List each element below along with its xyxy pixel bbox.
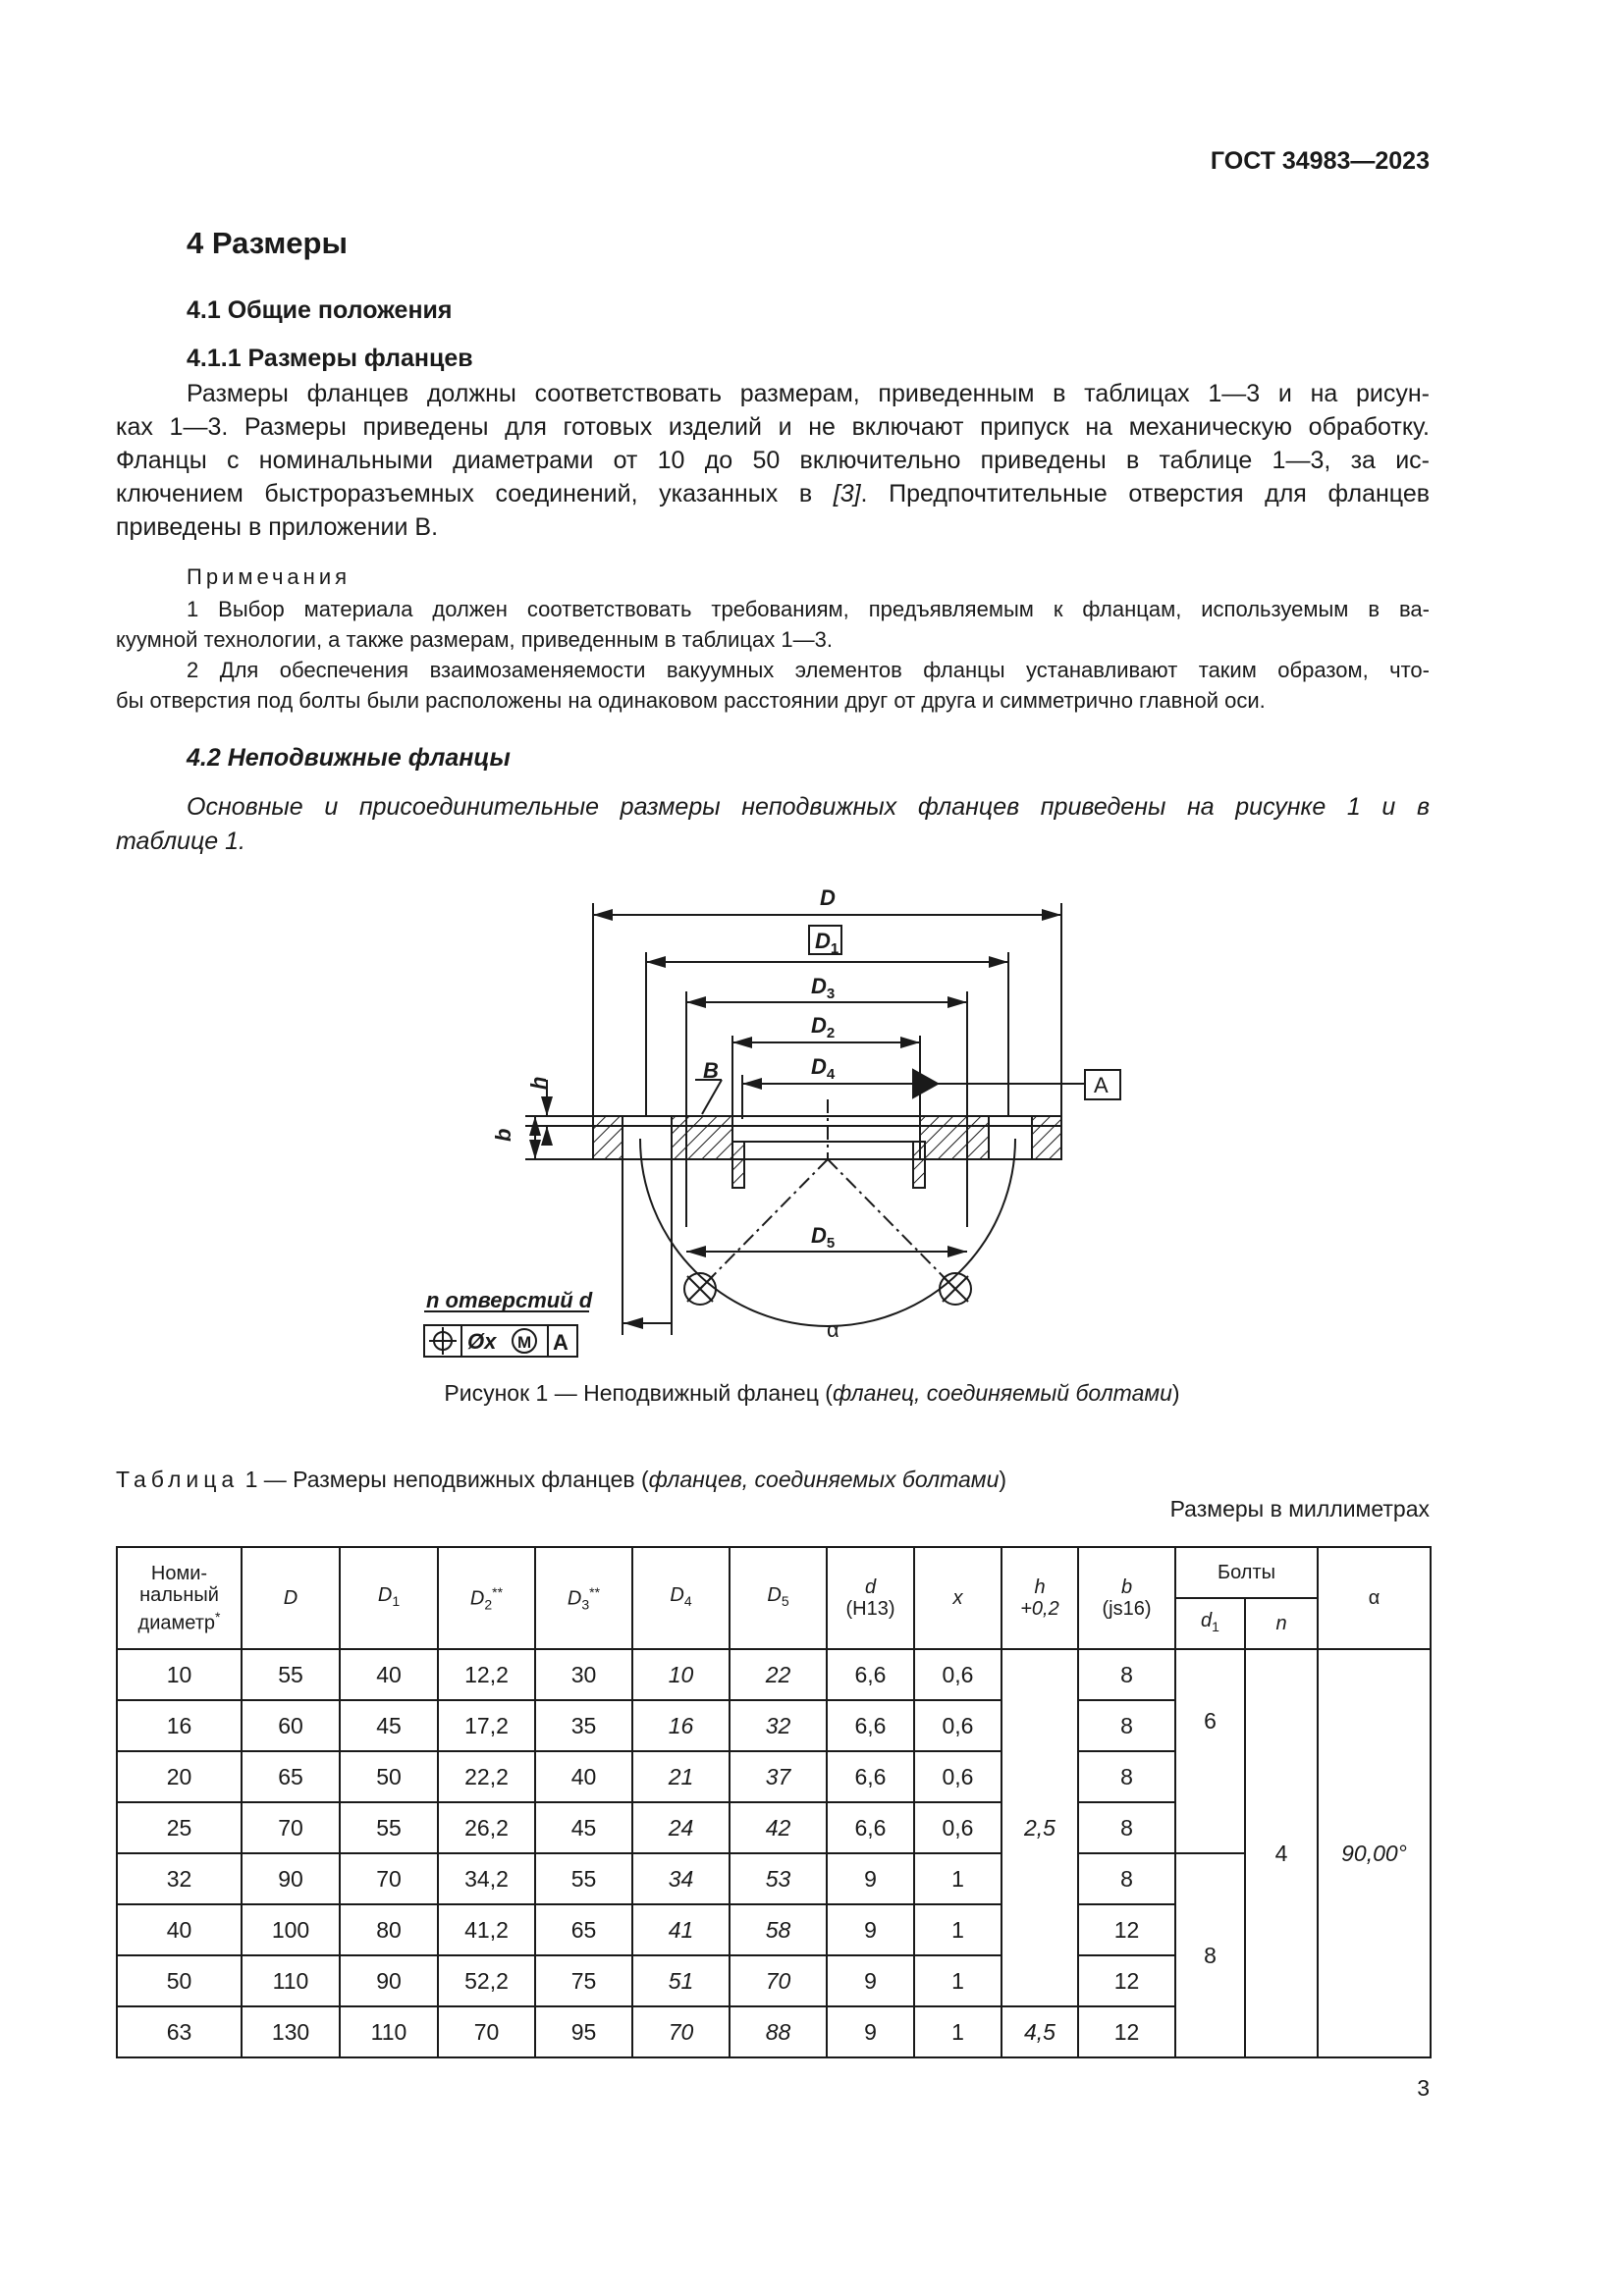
body-line: Фланцы с номинальными диаметрами от 10 до 50 включительно приведены в таблице 1—3, за ис-	[116, 447, 1430, 474]
n-merged-cell: 4	[1245, 1649, 1318, 2057]
body-line: ключением быстроразъемных соединений, указанных в [3]. Предпочтительные отверстия для фланцев	[116, 480, 1431, 507]
col-n: n	[1245, 1598, 1318, 1649]
col-d1: $d_1$	[1175, 1598, 1245, 1649]
datum-A: A	[1094, 1073, 1109, 1097]
label-B: B	[703, 1058, 719, 1083]
table-row: 40 100 80 41,2 65 41 58 9 1 12	[117, 1904, 1431, 1955]
section-title: 4 Размеры	[187, 226, 348, 260]
table-row: 10 55 40 12,2 30 10 22 6,6 0,6 2,5 8 4 90,00°	[117, 1649, 1431, 1700]
dim-D2: $D_2$	[811, 1013, 836, 1041]
note-2: 2 Для обеспечения взаимозаменяемости вакуумных элементов фланцы устанавливают таким образом, что- бы отверстия под болты были расположены на одинаковом расстоянии друг от друга и симметрично главной оси.	[116, 658, 1430, 713]
body-line: приведены в приложении В.	[116, 513, 439, 541]
tol-A: A	[553, 1330, 568, 1355]
standard-code: ГОСТ 34983—2023	[1210, 147, 1430, 175]
col-d: d (H13)	[827, 1547, 914, 1649]
subsection-title-4-2: 4.2 Неподвижные фланцы	[187, 744, 511, 772]
table-row: 50 110 90 52,2 75 51 70 9 1 12	[117, 1955, 1431, 2006]
flange-dimensions-table	[116, 1546, 1432, 2058]
page-number: 3	[1417, 2075, 1430, 2101]
table-row: 16 60 45 17,2 35 16 32 6,6 0,6 8 6	[117, 1700, 1431, 1751]
col-h: h +0,2	[1001, 1547, 1078, 1649]
table-title: Таблица 1 — Размеры неподвижных фланцев (фланцев, соединяемых болтами)	[116, 1467, 1007, 1492]
col-bolts: Болты	[1175, 1547, 1318, 1598]
col-alpha: α	[1318, 1547, 1431, 1649]
dim-D4: $D_4$	[811, 1054, 836, 1083]
notes-title: Примечания	[187, 564, 352, 589]
flange-drawing	[0, 874, 1624, 1374]
dim-D1: $D_1$	[815, 929, 839, 957]
d1-merged-cell-a: 6	[1175, 1700, 1245, 1853]
note-1: 1 Выбор материала должен соответствовать требованиям, предъявляемым к фланцам, используемым в ва- куумной технологии, а также размерам, приведенным в таблицах 1—3.	[116, 597, 1430, 652]
body-line: Размеры фланцев должны соответствовать размерам, приведенным в таблицах 1—3 и на рисун-	[187, 380, 1430, 407]
col-D2: $D_2^{**}$	[438, 1547, 535, 1649]
table-row: 32 90 70 34,2 55 34 53 9 1 8 8	[117, 1853, 1431, 1904]
h-merged-cell: 2,5	[1001, 1649, 1078, 2006]
body-paragraph	[116, 377, 1430, 544]
dim-D3: $D_3$	[811, 974, 836, 1002]
italic-paragraph: Основные и присоединительные размеры неподвижных фланцев приведены на рисунке 1 и в таблице 1.	[116, 793, 1430, 855]
dim-b: b	[491, 1128, 515, 1142]
col-D: D	[242, 1547, 340, 1649]
angle-alpha: α	[827, 1317, 839, 1342]
reference-link: [3]	[833, 480, 861, 507]
h-large-cell: 4,5	[1001, 2006, 1078, 2057]
col-D3: $D_3^{**}$	[535, 1547, 632, 1649]
table-row: 63 130 110 70 95 70 88 9 1 4,5 12	[117, 2006, 1431, 2057]
table-row: 20 65 50 22,2 40 21 37 6,6 0,6 8	[117, 1751, 1431, 1802]
col-D1: $D_1$	[340, 1547, 438, 1649]
table-row: 25 70 55 26,2 45 24 42 6,6 0,6 8	[117, 1802, 1431, 1853]
d1-merged-cell-b: 8	[1175, 1853, 1245, 2057]
col-D4: $D_4$	[632, 1547, 730, 1649]
dim-D5: $D_5$	[811, 1223, 836, 1252]
tol-diameter: Øx	[467, 1329, 497, 1354]
subsection-title-4-1-1: 4.1.1 Размеры фланцев	[187, 345, 473, 372]
col-nominal: Номи- нальный диаметр*	[117, 1547, 242, 1649]
tol-M: M	[517, 1333, 532, 1352]
dim-D: D	[820, 885, 836, 910]
table-units: Размеры в миллиметрах	[1169, 1496, 1430, 1522]
figure-caption: Рисунок 1 — Неподвижный фланец (фланец, соединяемый болтами)	[444, 1380, 1180, 1406]
holes-label: n отверстий d	[426, 1288, 593, 1312]
col-D5: $D_5$	[730, 1547, 827, 1649]
col-x: x	[914, 1547, 1001, 1649]
col-b: b (js16)	[1078, 1547, 1175, 1649]
subsection-title-4-1: 4.1 Общие положения	[187, 296, 453, 324]
alpha-merged-cell: 90,00°	[1318, 1649, 1431, 2057]
dim-h: h	[526, 1076, 551, 1090]
body-line: ках 1—3. Размеры приведены для готовых изделий и не включают припуск на механическую обработку.	[116, 413, 1430, 441]
